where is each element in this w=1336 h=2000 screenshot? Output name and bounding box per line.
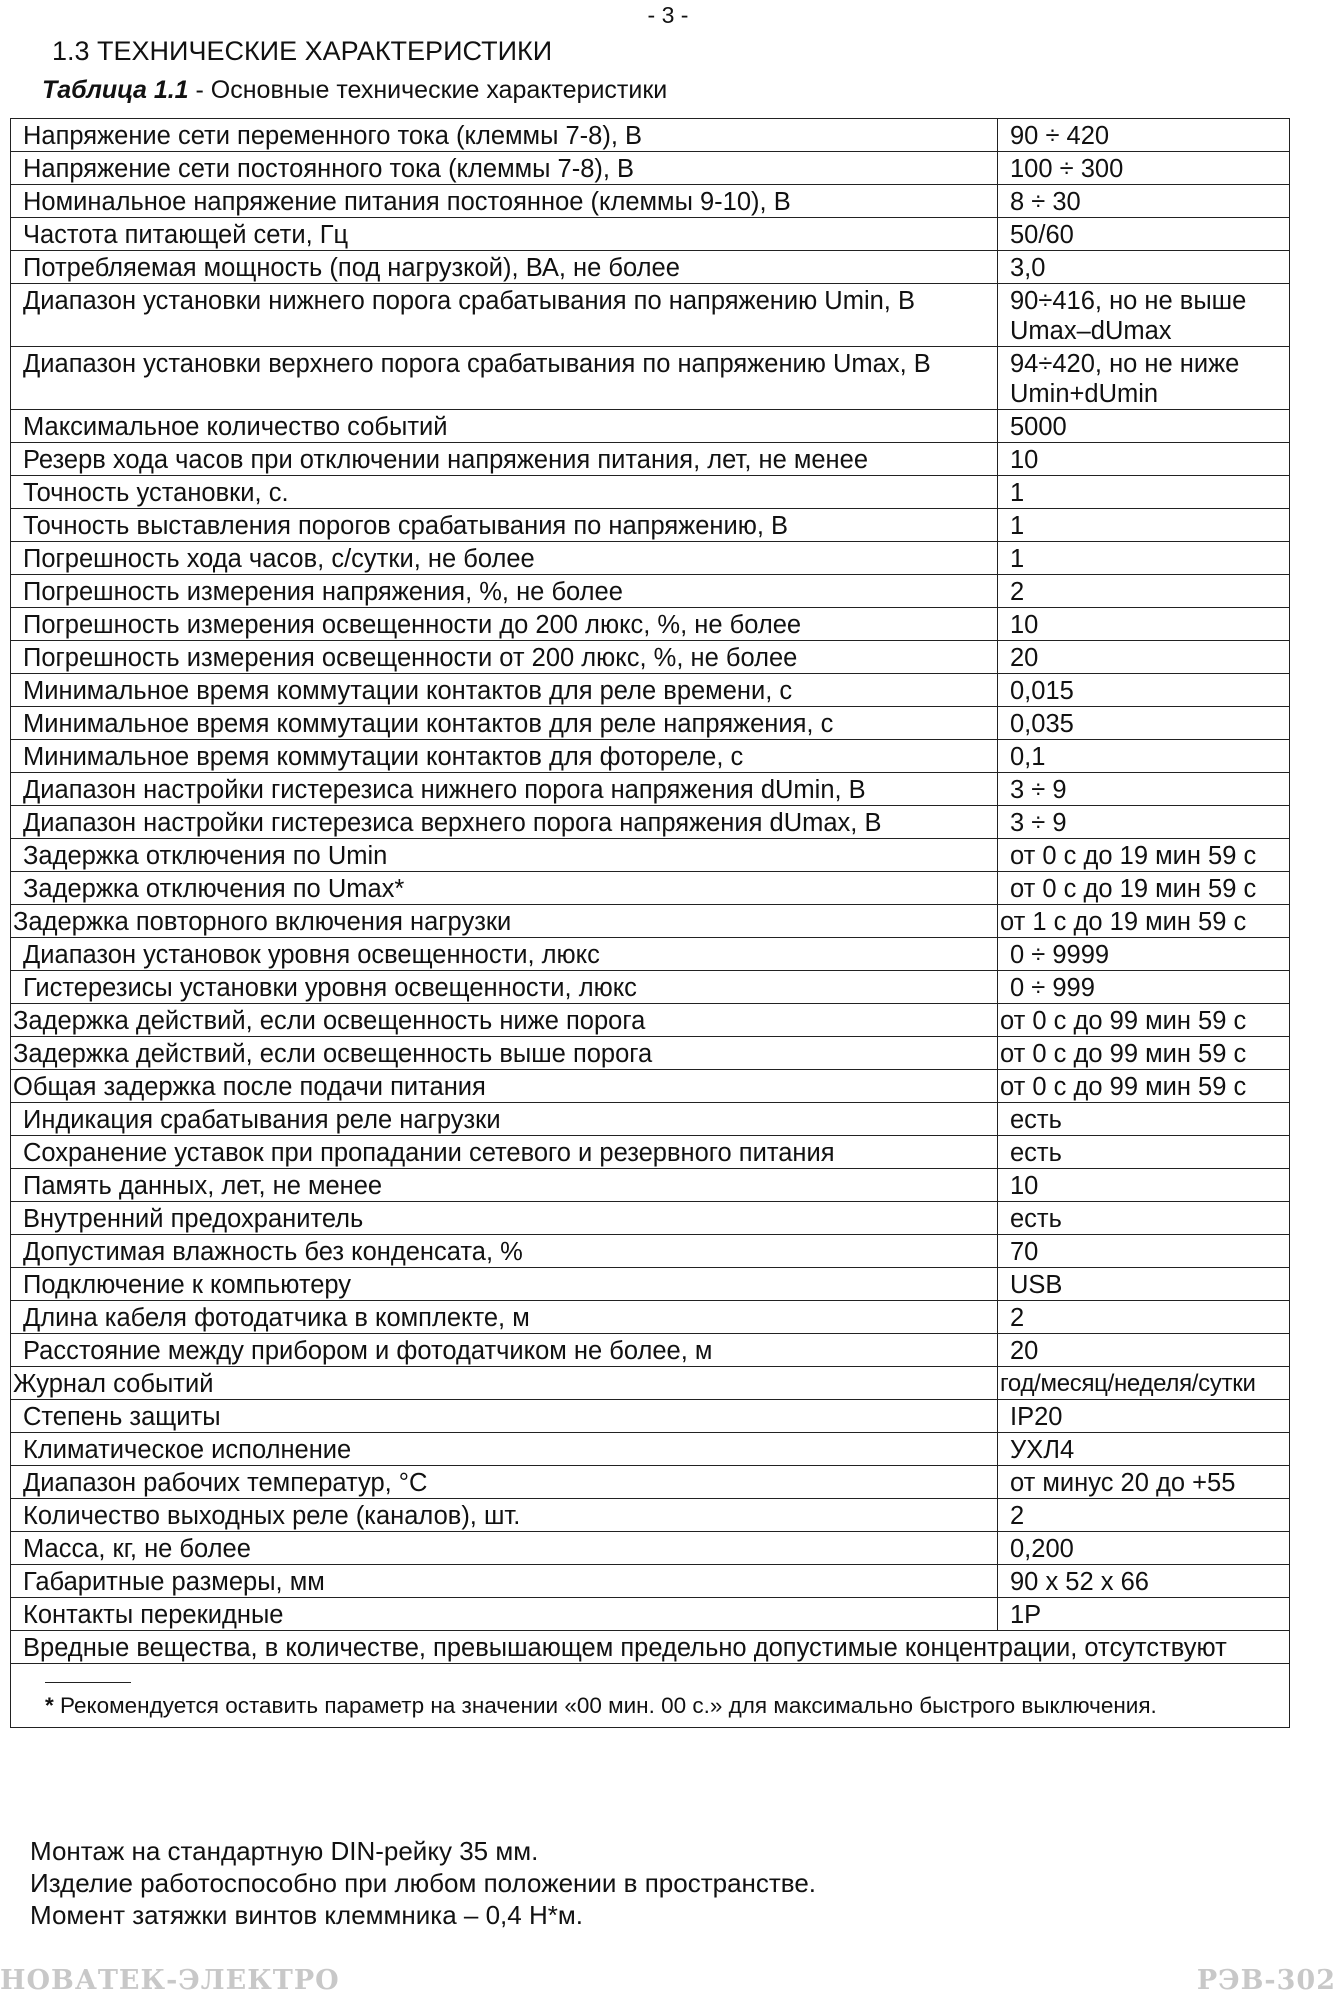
table-row [11,1070,1290,1103]
footnote-divider [45,1682,131,1683]
value-cell: от минус 20 до +55 [998,1466,1290,1499]
param-cell: Минимальное время коммутации контактов для реле времени, с [11,674,998,707]
value-cell: 10 [998,1169,1290,1202]
value-cell: 2 [998,1499,1290,1532]
value-cell: 8 ÷ 30 [998,185,1290,218]
table-row [11,608,1290,641]
section-title: 1.3 ТЕХНИЧЕСКИЕ ХАРАКТЕРИСТИКИ [52,36,553,66]
value-cell: 10 [998,443,1290,476]
installation-notes [30,1835,816,1931]
value-cell: от 0 с до 19 мин 59 с [998,839,1290,872]
table-row [11,872,1290,905]
note-line: Монтаж на стандартную DIN-рейку 35 мм. [30,1836,539,1866]
table-row [11,1301,1290,1334]
param-cell: Расстояние между прибором и фотодатчиком не более, м [11,1334,998,1367]
value-cell: 2 [998,1301,1290,1334]
value-cell: 50/60 [998,218,1290,251]
note-line: Изделие работоспособно при любом положении в пространстве. [30,1868,817,1898]
table-row [11,1532,1290,1565]
param-cell: Задержка отключения по Umin [11,839,998,872]
table-row [11,1466,1290,1499]
value-cell: год/месяц/неделя/сутки [998,1367,1290,1400]
param-cell: Погрешность хода часов, с/сутки, не более [11,542,998,575]
value-cell: есть [998,1202,1290,1235]
param-cell: Задержка повторного включения нагрузки [11,905,998,938]
table-row [11,218,1290,251]
param-cell: Диапазон установок уровня освещенности, люкс [11,938,998,971]
param-cell: Подключение к компьютеру [11,1268,998,1301]
table-row [11,1136,1290,1169]
param-cell: Допустимая влажность без конденсата, % [11,1235,998,1268]
table-row [11,938,1290,971]
value-cell: 0,015 [998,674,1290,707]
param-cell: Минимальное время коммутации контактов для фотореле, с [11,740,998,773]
table-row [11,119,1290,152]
footnote-text: Рекомендуется оставить параметр на значении «00 мин. 00 с.» для максимально быстрого выключения. [53,1693,1157,1718]
value-cell: от 0 с до 99 мин 59 с [998,1070,1290,1103]
value-cell: 70 [998,1235,1290,1268]
table-row [11,185,1290,218]
param-cell: Точность выставления порогов срабатывания по напряжению, В [11,509,998,542]
value-cell: 94÷420, но не ниже Umin+dUmin [998,347,1290,410]
table-row [11,443,1290,476]
param-cell: Контакты перекидные [11,1598,998,1631]
value-cell: 3 ÷ 9 [998,806,1290,839]
param-cell: Погрешность измерения напряжения, %, не более [11,575,998,608]
footnote-cell [11,1664,1290,1728]
value-cell: 90 ÷ 420 [998,119,1290,152]
table-row [11,1598,1290,1631]
table-caption-label: Таблица 1.1 [42,76,189,104]
table-row [11,410,1290,443]
value-cell: 20 [998,641,1290,674]
table-caption-text: - Основные технические характеристики [188,76,668,104]
value-cell: USB [998,1268,1290,1301]
footnote [23,1691,1279,1723]
table-row [11,251,1290,284]
value-cell: есть [998,1136,1290,1169]
param-cell: Количество выходных реле (каналов), шт. [11,1499,998,1532]
table-row [11,1367,1290,1400]
table-row [11,1400,1290,1433]
value-cell: IP20 [998,1400,1290,1433]
table-row [11,1433,1290,1466]
param-cell: Масса, кг, не более [11,1532,998,1565]
value-cell: 1Р [998,1598,1290,1631]
value-cell: от 0 с до 99 мин 59 с [998,1004,1290,1037]
table-row [11,1499,1290,1532]
value-cell: 0,200 [998,1532,1290,1565]
param-cell: Напряжение сети постоянного тока (клеммы 7-8), В [11,152,998,185]
param-cell: Габаритные размеры, мм [11,1565,998,1598]
footer-model: РЭВ-302 [1196,1965,1336,1996]
table-row [11,806,1290,839]
param-cell: Резерв хода часов при отключении напряжения питания, лет, не менее [11,443,998,476]
footer-company: НОВАТЕК-ЭЛЕКТРО [0,1965,340,1996]
table-row [11,1169,1290,1202]
value-cell: 0 ÷ 999 [998,971,1290,1004]
table-row [11,347,1290,410]
param-cell: Журнал событий [11,1367,998,1400]
table-row [11,575,1290,608]
value-cell: 1 [998,542,1290,575]
param-cell: Частота питающей сети, Гц [11,218,998,251]
table-row [11,1268,1290,1301]
value-cell: 0,1 [998,740,1290,773]
param-cell: Гистерезисы установки уровня освещенности, люкс [11,971,998,1004]
table-caption [42,76,667,105]
harmful-substances-row [11,1631,1290,1664]
table-row [11,1565,1290,1598]
param-cell: Максимальное количество событий [11,410,998,443]
param-cell: Память данных, лет, не менее [11,1169,998,1202]
value-cell: 5000 [998,410,1290,443]
param-cell: Степень защиты [11,1400,998,1433]
value-cell: 10 [998,608,1290,641]
value-cell: 2 [998,575,1290,608]
table-row [11,740,1290,773]
table-row [11,839,1290,872]
value-cell: УХЛ4 [998,1433,1290,1466]
table-row [11,674,1290,707]
value-cell: 0,035 [998,707,1290,740]
harmful-substances-cell: Вредные вещества, в количестве, превышающем предельно допустимые концентрации, отсутствуют [11,1631,1290,1664]
value-cell: 1 [998,476,1290,509]
table-row [11,1334,1290,1367]
table-row [11,773,1290,806]
table-row [11,707,1290,740]
value-cell: есть [998,1103,1290,1136]
value-cell: 3 ÷ 9 [998,773,1290,806]
param-cell: Длина кабеля фотодатчика в комплекте, м [11,1301,998,1334]
value-cell: 90÷416, но не выше Umax–dUmax [998,284,1290,347]
value-cell: 20 [998,1334,1290,1367]
param-cell: Диапазон настройки гистерезиса нижнего порога напряжения dUmin, В [11,773,998,806]
value-cell: от 0 с до 99 мин 59 с [998,1037,1290,1070]
footnote-mark: * [45,1693,54,1718]
value-cell: 1 [998,509,1290,542]
table-row [11,542,1290,575]
value-cell: 3,0 [998,251,1290,284]
param-cell: Минимальное время коммутации контактов для реле напряжения, с [11,707,998,740]
table-row [11,152,1290,185]
param-cell: Погрешность измерения освещенности до 200 люкс, %, не более [11,608,998,641]
param-cell: Диапазон установки нижнего порога срабатывания по напряжению Umin, В [11,284,998,347]
value-cell: 100 ÷ 300 [998,152,1290,185]
param-cell: Внутренний предохранитель [11,1202,998,1235]
param-cell: Задержка действий, если освещенность ниже порога [11,1004,998,1037]
footnote-row [11,1664,1290,1728]
param-cell: Задержка действий, если освещенность выше порога [11,1037,998,1070]
param-cell: Климатическое исполнение [11,1433,998,1466]
param-cell: Диапазон настройки гистерезиса верхнего порога напряжения dUmax, В [11,806,998,839]
table-row [11,284,1290,347]
param-cell: Задержка отключения по Umax* [11,872,998,905]
table-row [11,905,1290,938]
value-cell: от 0 с до 19 мин 59 с [998,872,1290,905]
param-cell: Диапазон установки верхнего порога срабатывания по напряжению Umax, В [11,347,998,410]
param-cell: Сохранение уставок при пропадании сетевого и резервного питания [11,1136,998,1169]
table-row [11,1202,1290,1235]
table-row [11,971,1290,1004]
param-cell: Общая задержка после подачи питания [11,1070,998,1103]
table-row [11,1004,1290,1037]
table-row [11,641,1290,674]
page-number: - 3 - [647,2,689,28]
param-cell: Погрешность измерения освещенности от 200 люкс, %, не более [11,641,998,674]
param-cell: Точность установки, с. [11,476,998,509]
param-cell: Напряжение сети переменного тока (клеммы 7-8), В [11,119,998,152]
param-cell: Диапазон рабочих температур, °С [11,1466,998,1499]
specifications-table [10,118,1290,1728]
param-cell: Индикация срабатывания реле нагрузки [11,1103,998,1136]
param-cell: Номинальное напряжение питания постоянное (клеммы 9-10), В [11,185,998,218]
table-row [11,1103,1290,1136]
table-row [11,509,1290,542]
table-row [11,1235,1290,1268]
table-row [11,476,1290,509]
value-cell: 0 ÷ 9999 [998,938,1290,971]
table-row [11,1037,1290,1070]
note-line: Момент затяжки винтов клеммника – 0,4 Н*м. [30,1900,583,1930]
value-cell: 90 х 52 х 66 [998,1565,1290,1598]
value-cell: от 1 с до 19 мин 59 с [998,905,1290,938]
param-cell: Потребляемая мощность (под нагрузкой), ВА, не более [11,251,998,284]
